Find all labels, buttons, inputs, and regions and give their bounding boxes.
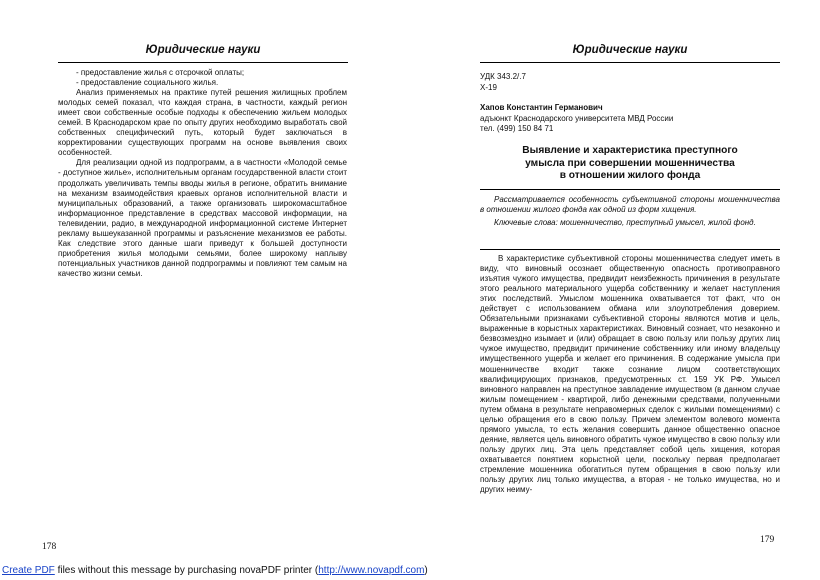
novapdf-url-link[interactable]: http://www.novapdf.com [318, 565, 425, 576]
left-page-body [58, 68, 347, 279]
footer-message: files without this message by purchasing novaPDF printer ( [54, 565, 319, 576]
left-page [0, 0, 410, 565]
keywords-text: Ключевые слова: мошенничество, преступный умысел, жилой фонд. [494, 218, 756, 228]
left-paragraph-2: - предоставление социального жилья. [76, 78, 219, 88]
title-line: в отношении жилого фонда [559, 170, 701, 181]
article-meta [480, 71, 526, 93]
right-page-number: 179 [760, 535, 775, 545]
create-pdf-link[interactable]: Create PDF [2, 565, 55, 576]
right-page [410, 0, 820, 565]
author-name: Хапов Константин Германович [480, 103, 603, 112]
title-line: умысла при совершении мошенничества [525, 157, 735, 169]
left-paragraph-4: Для реализации одной из подпрограмм, а в частности «Молодой семье - доступное жилье», исполнительным органам государственной власти стоит продолжать увеличивать темпы вводы жилья в регионе, обратить внимание на механизм взаимодействия краевых органов исполнительной власти и муниципальных образований, а также организовать широкомасштабное информационное представление в средствах массовой информации, на телевидении, радио, в международной информационной системе Интернет рекламу вышеуказанной программы и разъяснение механизмов ее работы. Как следствие этого данные шаги приведут к большей доступности приобретения жилья молодыми семьями, более широкому наплыву потенциальных участников данной подпрограммы и повлияют тем самым на качество жизни семьи. [58, 158, 347, 278]
left-header-rule [58, 62, 348, 63]
pdf-footer [0, 565, 820, 576]
right-header-rule [480, 62, 780, 63]
left-page-number: 178 [42, 542, 57, 552]
author-position: адъюнкт Краснодарского университета МВД России [480, 113, 674, 123]
title-line: Выявление и характеристика преступного [522, 145, 738, 156]
article-body-paragraph: В характеристике субъективной стороны мошенничества следует иметь в виду, что виновный осознает общественную опасность противоправного изъятия чужого имущества, предвидит неизбежность причинения в результате этого реального материального ущерба собственнику и желает наступления этих последствий. Умыслом мошенника охватывается тот факт, что он действует с использованием обмана или злоупотребления доверием. Обязательными признаками субъективной стороны являются мотив и цель, выраженные в корыстных характеристиках. Виновный сознает, что незаконно и безвозмездно изымает и (или) обращает в свою пользу или пользу других лиц чужое имущество, предвидит причинение собственнику или иному владельцу имущественного ущерба и желает его причинения. В содержание умысла при мошенничестве входит также сознание лицом соответствующих квалифицирующих признаков, предусмотренных ст. 159 УК РФ. Умысел виновного направлен на преступное завладение имуществом (в данном случае жилым помещением - квартирой, либо денежными средствами, полученными путем обмана в результате неправомерных сделок с жилыми помещениями) с целью обращения его в свою пользу. Причем элементом волевого момента прямого умысла, то есть желания совершить данное общественно опасное деяние, является цель виновного обратить чужое имущество в свою пользу или пользу других лиц. Эта цель представляет собой цель хищения, которая охватывается понятием корыстной цели, поскольку первая предполагает стремление мошенника обогатиться путем обращения в свою пользу или пользу других лиц только имущества, а вторая - не только имущества, но и других неиму- [480, 254, 780, 495]
author-block [480, 103, 673, 135]
library-code: Х-19 [480, 83, 497, 92]
left-page-header: Юридические науки [145, 44, 261, 56]
abstract-top-rule [480, 189, 780, 190]
left-paragraph-3: Анализ применяемых на практике путей решения жилищных проблем молодых семей показал, что каждая страна, в частности, каждый регион имеет свои собственные особые подходы к обеспечению жильем молодых семей. В Краснодарском крае по опыту других необходимо выработать свой собственных специфический путь, который будет заключаться в корректировании существующих программ на основе выявления своих особенностей. [58, 88, 347, 158]
right-page-header: Юридические науки [572, 44, 688, 56]
abstract-block [480, 195, 780, 232]
right-page-body [480, 254, 780, 495]
article-title [480, 145, 780, 183]
udk-code: УДК 343.2/.7 [480, 72, 526, 81]
abstract-bottom-rule [480, 249, 780, 250]
left-paragraph-1: - предоставление жилья с отсрочкой оплаты; [76, 68, 245, 77]
abstract-text: Рассматривается особенность субъективной стороны мошенничества в отношении жилого фонда как одной из форм хищения. [480, 195, 780, 215]
footer-close-paren: ) [424, 565, 428, 576]
author-phone: тел. (499) 150 84 71 [480, 124, 554, 133]
